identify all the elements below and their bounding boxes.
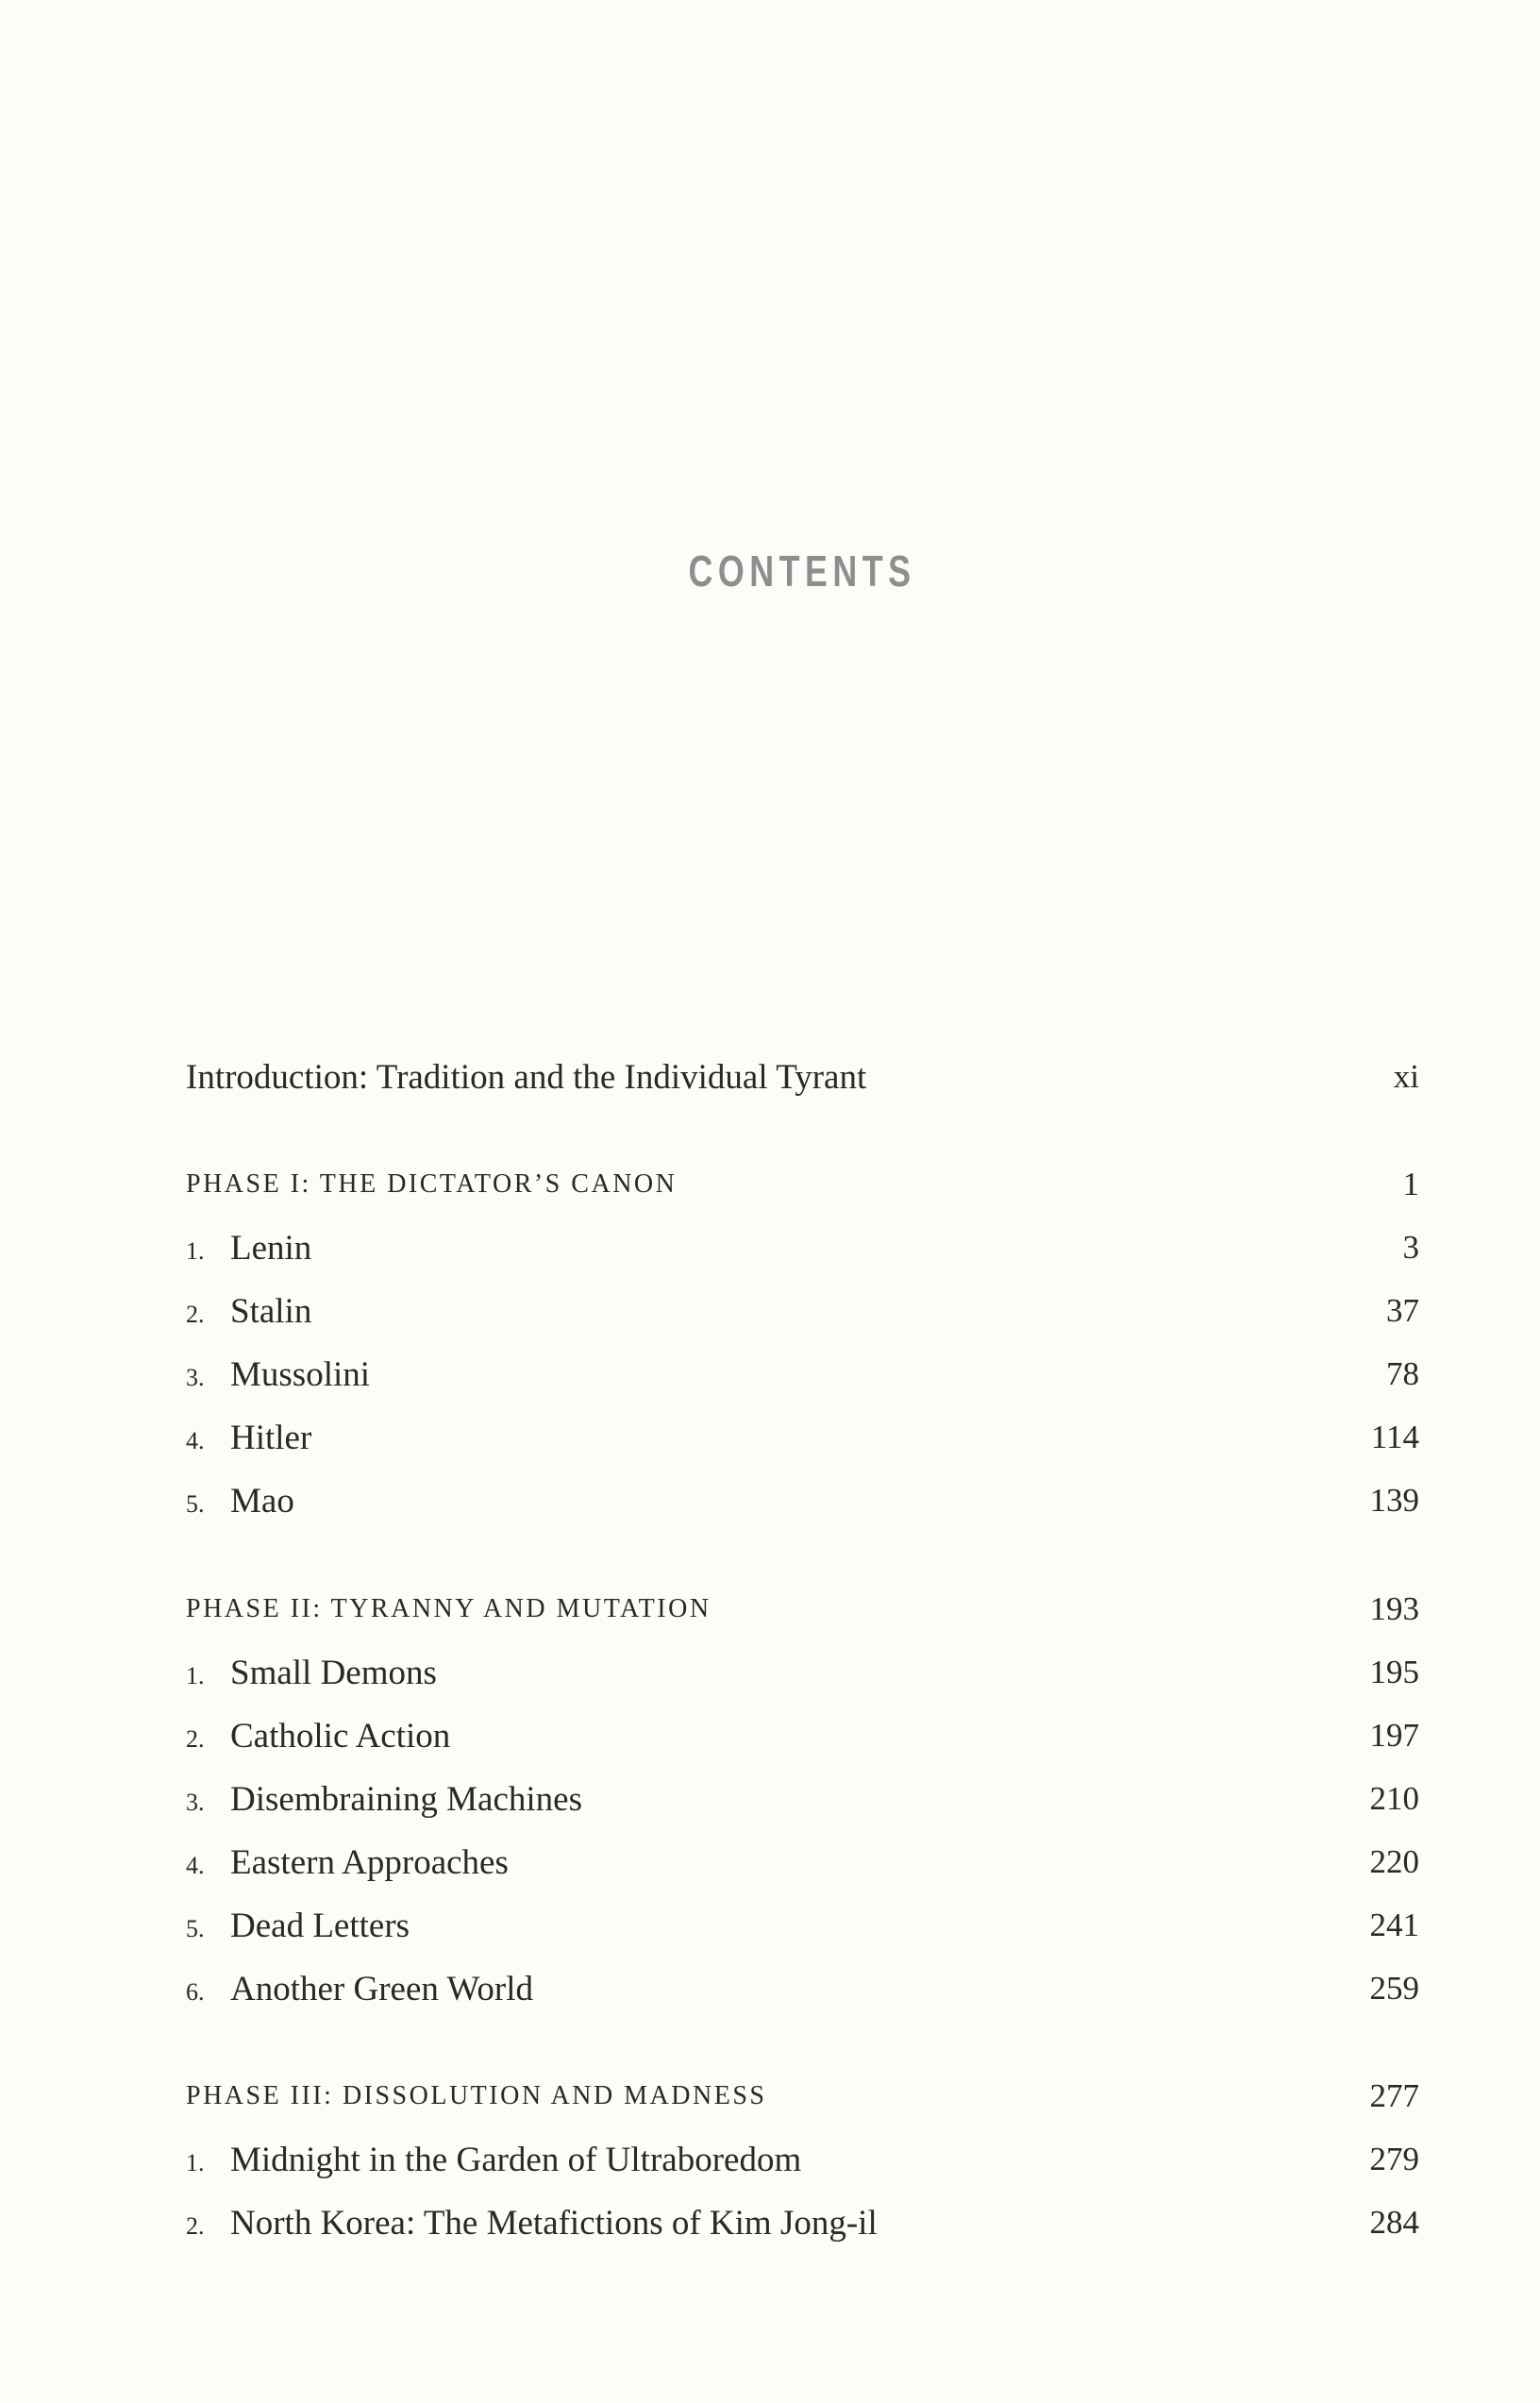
phase-3-page: 277 xyxy=(1369,2077,1419,2114)
toc-introduction[interactable] xyxy=(186,1050,1419,1103)
toc-chapter[interactable] xyxy=(186,1962,1419,2015)
chapter-title: Dead Letters xyxy=(230,1906,410,1945)
chapter-title: Small Demons xyxy=(230,1653,437,1692)
chapter-page: 197 xyxy=(1369,1717,1419,1754)
chapter-number: 1. xyxy=(186,1236,205,1265)
toc-phase-2-heading[interactable] xyxy=(186,1583,1419,1636)
chapter-page: 195 xyxy=(1369,1654,1419,1690)
chapter-number: 5. xyxy=(186,1914,205,1942)
chapter-label xyxy=(186,2140,801,2180)
chapter-label xyxy=(186,1779,582,1820)
chapter-label xyxy=(186,1653,437,1693)
chapter-page: 114 xyxy=(1370,1419,1419,1455)
toc-chapter[interactable] xyxy=(186,1411,1419,1464)
chapter-label xyxy=(186,1418,311,1458)
phase-1-title: PHASE I: THE DICTATOR’S CANON xyxy=(186,1169,678,1199)
page-title: CONTENTS xyxy=(688,546,916,596)
toc-chapter[interactable] xyxy=(186,1221,1419,1274)
chapter-number: 2. xyxy=(186,1300,205,1328)
toc-chapter[interactable] xyxy=(186,1646,1419,1699)
chapter-label xyxy=(186,1906,410,1946)
chapter-page: 259 xyxy=(1369,1970,1419,2007)
chapter-title: Mao xyxy=(230,1481,294,1521)
chapter-number: 3. xyxy=(186,1788,205,1816)
chapter-title: Hitler xyxy=(230,1418,312,1457)
toc-chapter[interactable] xyxy=(186,1836,1419,1889)
chapter-page: 220 xyxy=(1369,1843,1419,1880)
toc-chapter[interactable] xyxy=(186,1773,1419,1825)
chapter-number: 4. xyxy=(186,1851,205,1879)
chapter-page: 241 xyxy=(1369,1907,1419,1943)
chapter-title: Disembraining Machines xyxy=(230,1779,582,1819)
chapter-label xyxy=(186,1969,533,2009)
chapter-title: Midnight in the Garden of Ultraboredom xyxy=(230,2140,802,2179)
introduction-page: xi xyxy=(1393,1058,1419,1095)
chapter-number: 4. xyxy=(186,1426,205,1454)
chapter-title: Stalin xyxy=(230,1291,312,1331)
phase-1-page: 1 xyxy=(1402,1166,1419,1202)
toc-chapter[interactable] xyxy=(186,1474,1419,1527)
chapter-number: 2. xyxy=(186,2211,205,2240)
chapter-page: 139 xyxy=(1369,1482,1419,1519)
chapter-title: Lenin xyxy=(230,1228,312,1268)
chapter-page: 279 xyxy=(1369,2141,1419,2177)
chapter-title: Mussolini xyxy=(230,1354,371,1394)
chapter-label xyxy=(186,1716,450,1756)
phase-2-page: 193 xyxy=(1369,1590,1419,1627)
chapter-page: 37 xyxy=(1386,1292,1419,1329)
chapter-title: Eastern Approaches xyxy=(230,1842,509,1882)
chapter-number: 6. xyxy=(186,1977,205,2006)
chapter-page: 3 xyxy=(1402,1229,1419,1266)
toc-phase-1-heading[interactable] xyxy=(186,1158,1419,1211)
chapter-page: 284 xyxy=(1369,2204,1419,2241)
chapter-number: 1. xyxy=(186,1661,205,1689)
chapter-number: 5. xyxy=(186,1489,205,1518)
chapter-label xyxy=(186,1842,509,1883)
chapter-page: 78 xyxy=(1386,1355,1419,1392)
introduction-title: Introduction: Tradition and the Individual Tyrant xyxy=(186,1057,867,1097)
chapter-label xyxy=(186,1354,370,1395)
toc-chapter[interactable] xyxy=(186,2196,1419,2249)
chapter-title: Another Green World xyxy=(230,1969,534,2008)
chapter-number: 3. xyxy=(186,1363,205,1391)
chapter-label xyxy=(186,1481,294,1521)
toc-chapter[interactable] xyxy=(186,1899,1419,1952)
chapter-label xyxy=(186,2203,878,2243)
chapter-title: North Korea: The Metafictions of Kim Jong-il xyxy=(230,2203,878,2243)
chapter-label xyxy=(186,1291,311,1332)
chapter-title: Catholic Action xyxy=(230,1716,451,1756)
toc-chapter[interactable] xyxy=(186,1348,1419,1401)
toc-chapter[interactable] xyxy=(186,1709,1419,1762)
toc-chapter[interactable] xyxy=(186,2133,1419,2186)
chapter-page: 210 xyxy=(1369,1780,1419,1817)
phase-2-title: PHASE II: TYRANNY AND MUTATION xyxy=(186,1594,711,1623)
toc-phase-3-heading[interactable] xyxy=(186,2070,1419,2123)
phase-3-title: PHASE III: DISSOLUTION AND MADNESS xyxy=(186,2081,767,2110)
chapter-label xyxy=(186,1228,311,1269)
toc-chapter[interactable] xyxy=(186,1285,1419,1337)
chapter-number: 2. xyxy=(186,1724,205,1753)
chapter-number: 1. xyxy=(186,2148,205,2176)
